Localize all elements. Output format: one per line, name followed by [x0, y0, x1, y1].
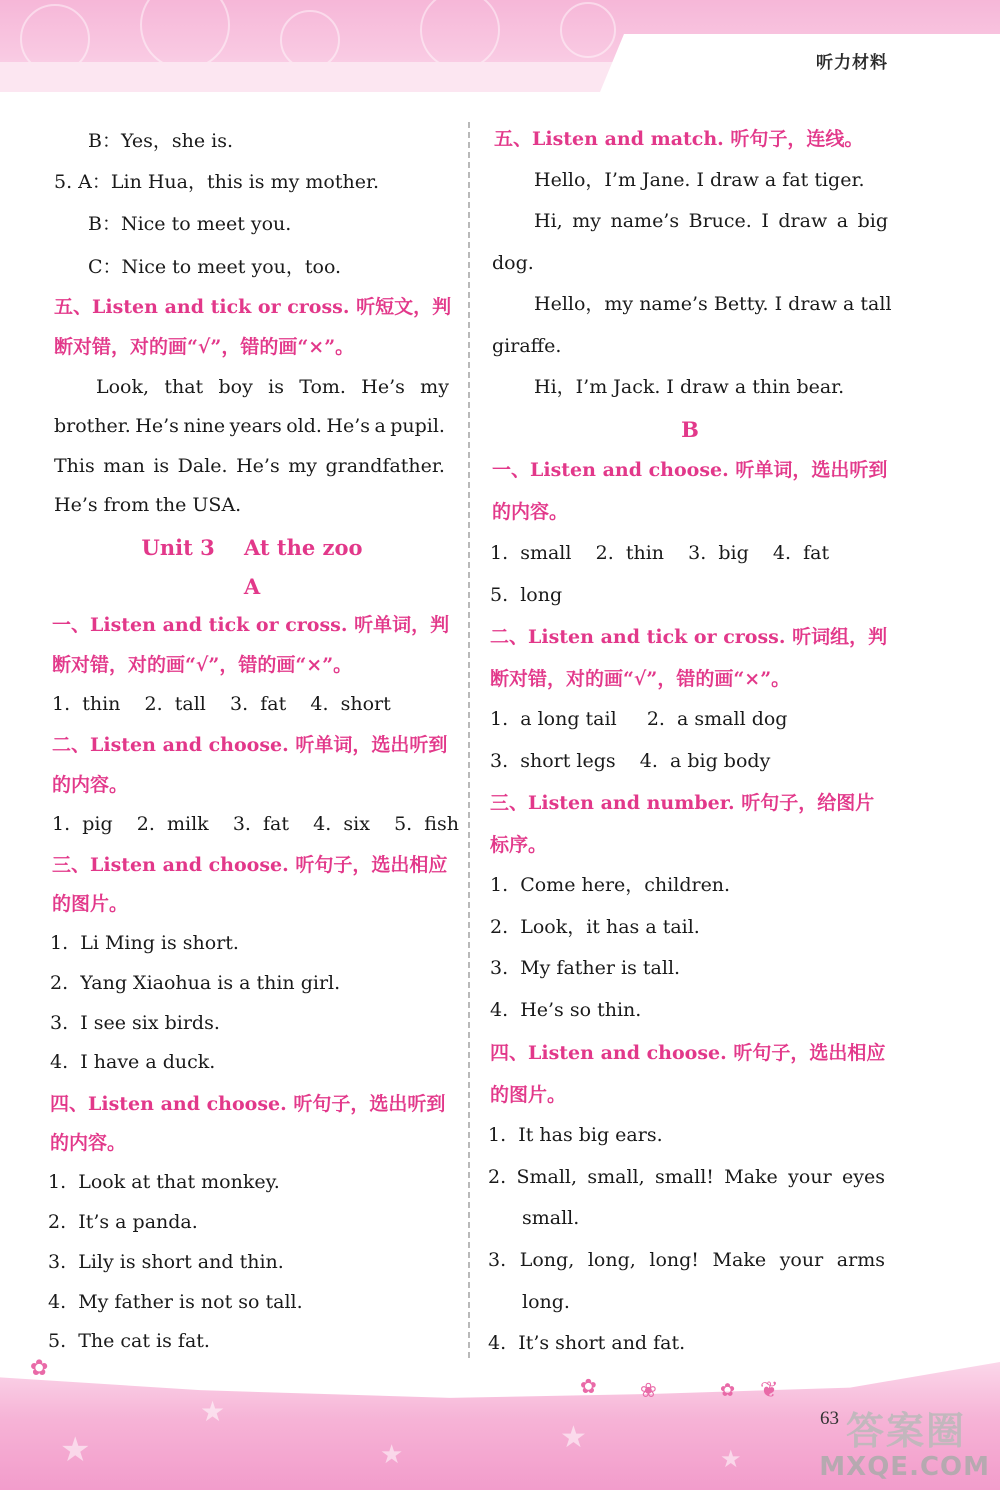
section-heading: 五、Listen and tick or cross. 听短文，判	[54, 296, 452, 318]
flower-decoration: ✿	[580, 1374, 597, 1398]
star-decoration: ★	[60, 1430, 91, 1470]
list-item: 2. It’s a panda.	[48, 1211, 198, 1233]
star-decoration: ★	[560, 1420, 587, 1455]
passage-line: Hello，my name’s Betty. I draw a tall	[534, 293, 892, 315]
list-item: 3. I see six birds.	[50, 1012, 220, 1034]
header-title: 听力材料	[816, 53, 888, 73]
part-label: A	[243, 574, 261, 599]
answer-list: 3. short legs 4. a big body	[490, 750, 771, 772]
section-heading: 的内容。	[50, 1132, 127, 1154]
swan-decoration: ❦	[760, 1378, 779, 1403]
list-item: 1. Come here，children.	[490, 874, 731, 896]
section-heading: 一、Listen and choose. 听单词，选出听到	[492, 459, 888, 481]
answer-list: 1. small 2. thin 3. big 4. fat	[490, 542, 830, 564]
section-heading: 标序。	[490, 834, 548, 856]
section-heading: 五、Listen and match. 听句子，连线。	[494, 128, 864, 150]
answer-list: 1. a long tail 2. a small dog	[490, 708, 788, 730]
list-item: 4. It’s short and fat.	[488, 1332, 686, 1354]
list-item: 5. The cat is fat.	[48, 1330, 210, 1352]
list-item: 4. I have a duck.	[50, 1051, 216, 1073]
passage-line: brother. He’s nine years old. He’s a pupil.	[54, 415, 445, 437]
list-item: 1. Look at that monkey.	[48, 1171, 280, 1193]
passage-line: Hi，I’m Jack. I draw a thin bear.	[534, 376, 845, 398]
dialogue-line: B：Yes，she is.	[88, 130, 233, 152]
list-item: 2. Small, small, small! Make your eyes	[488, 1166, 885, 1188]
watermark-url: MXQE.COM	[819, 1452, 990, 1482]
page-number: 63	[820, 1408, 839, 1429]
passage-line: Hello，I’m Jane. I draw a fat tiger.	[534, 169, 865, 191]
passage-line: He’s from the USA.	[54, 494, 242, 516]
answer-list: 1. pig 2. milk 3. fat 4. six 5. fish	[52, 813, 459, 835]
flower-decoration: ✿	[30, 1356, 49, 1381]
list-item: 1. Li Ming is short.	[50, 932, 239, 954]
section-heading: 一、Listen and tick or cross. 听单词，判	[52, 614, 450, 636]
section-heading: 二、Listen and tick or cross. 听词组，判	[490, 626, 888, 648]
flower-decoration: ❀	[640, 1378, 657, 1402]
answer-list: 5. long	[490, 584, 563, 606]
unit-title: Unit 3 At the zoo	[141, 535, 363, 560]
page-header	[0, 0, 1000, 92]
section-heading: 四、Listen and choose. 听句子，选出听到	[50, 1093, 446, 1115]
list-item-continuation: small.	[522, 1207, 580, 1229]
passage-line: Hi, my name’s Bruce. I draw a big	[534, 210, 888, 232]
section-heading: 四、Listen and choose. 听句子，选出相应	[490, 1042, 886, 1064]
section-heading: 的图片。	[52, 893, 129, 915]
star-decoration: ★	[380, 1440, 404, 1470]
section-heading: 断对错，对的画“√”，错的画“×”。	[54, 336, 355, 358]
section-heading: 三、Listen and choose. 听句子，选出相应	[52, 854, 448, 876]
watermark-logo: 答案圈	[846, 1409, 967, 1453]
section-heading: 断对错，对的画“√”，错的画“×”。	[52, 654, 353, 676]
part-label: B	[681, 417, 699, 442]
dialogue-line: 5. A：Lin Hua，this is my mother.	[54, 171, 379, 193]
list-item: 3. Lily is short and thin.	[48, 1251, 284, 1273]
section-heading: 的图片。	[490, 1084, 567, 1106]
passage-line: giraffe.	[492, 335, 562, 357]
list-item: 4. My father is not so tall.	[48, 1291, 303, 1313]
list-item: 1. It has big ears.	[488, 1124, 663, 1146]
list-item: 4. He’s so thin.	[490, 999, 642, 1021]
list-item: 3. Long, long, long! Make your arms	[488, 1249, 885, 1271]
star-decoration: ★	[200, 1395, 226, 1428]
list-item: 2. Yang Xiaohua is a thin girl.	[50, 972, 341, 994]
section-heading: 的内容。	[492, 501, 569, 523]
section-heading: 的内容。	[52, 774, 129, 796]
passage-line: Look, that boy is Tom. He’s my	[96, 376, 449, 398]
section-heading: 二、Listen and choose. 听单词，选出听到	[52, 734, 448, 756]
passage-line: This man is Dale. He’s my grandfather.	[54, 455, 445, 477]
list-item-continuation: long.	[522, 1291, 570, 1313]
list-item: 2. Look，it has a tail.	[490, 916, 700, 938]
list-item: 3. My father is tall.	[490, 957, 681, 979]
section-heading: 断对错，对的画“√”，错的画“×”。	[490, 668, 791, 690]
flower-decoration: ✿	[720, 1380, 736, 1401]
answer-list: 1. thin 2. tall 3. fat 4. short	[52, 693, 391, 715]
section-heading: 三、Listen and number. 听句子，给图片	[490, 792, 875, 814]
column-divider	[468, 122, 470, 1358]
dialogue-line: C：Nice to meet you，too.	[88, 256, 342, 278]
dialogue-line: B：Nice to meet you.	[88, 213, 292, 235]
passage-line: dog.	[492, 252, 534, 274]
star-decoration: ★	[720, 1445, 742, 1473]
header-tab	[600, 34, 1000, 92]
